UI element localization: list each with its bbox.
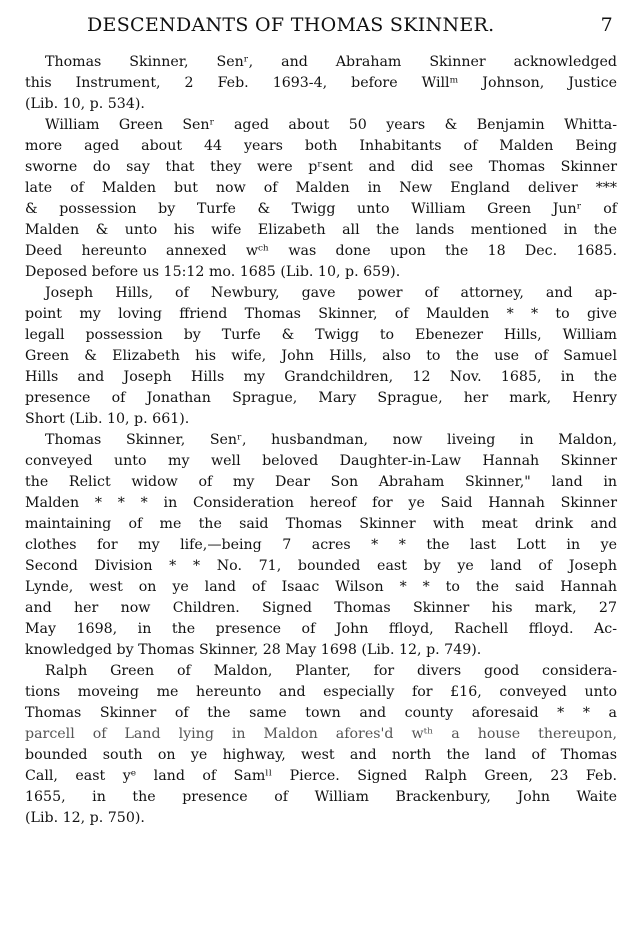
text-line: & possession by Turfe & Twigg unto William Green Junʳ of [25,201,617,217]
header-title: DESCENDANTS OF THOMAS SKINNER. [87,14,495,36]
paragraph [25,52,617,115]
text-line: Deed hereunto annexed wᶜʰ was done upon the 18 Dec. 1685. [25,243,617,259]
text-line: Call, east yᵉ land of Samˡˡ Pierce. Signed Ralph Green, 23 Feb. [25,768,617,784]
text-line: William Green Senʳ aged about 50 years & Benjamin Whitta- [45,117,617,133]
text-line: May 1698, in the presence of John ffloyd, Rachell ffloyd. Ac- [25,621,617,637]
text-line: late of Malden but now of Malden in New England deliver *** [25,180,617,196]
page [25,14,617,829]
text-line: Lynde, west on ye land of Isaac Wilson * * to the said Hannah [25,579,617,595]
text-line: Malden & unto his wife Elizabeth all the lands mentioned in the [25,222,617,238]
text-line: Joseph Hills, of Newbury, gave power of attorney, and ap- [45,285,617,301]
text-line: maintaining of me the said Thomas Skinner with meat drink and [25,516,617,532]
text-line: Thomas Skinner, Senʳ, husbandman, now liveing in Maldon, [45,432,617,448]
paragraph [25,115,617,283]
text-line: (Lib. 12, p. 750). [25,810,145,826]
text-line: presence of Jonathan Sprague, Mary Sprague, her mark, Henry [25,390,617,406]
body-text [25,52,617,829]
text-line: bounded south on ye highway, west and north the land of Thomas [25,747,617,763]
text-line: more aged about 44 years both Inhabitants of Malden Being [25,138,617,154]
running-header [25,14,617,36]
page-number: 7 [600,14,613,36]
text-line: 1655, in the presence of William Brackenbury, John Waite [25,789,617,805]
text-line: sworne do say that they were pʳsent and did see Thomas Skinner [25,159,617,175]
text-line: parcell of Land lying in Maldon afores'd wᵗʰ a house thereupon, [25,726,617,742]
text-line: knowledged by Thomas Skinner, 28 May 1698 (Lib. 12, p. 749). [25,642,482,658]
text-line: clothes for my life,—being 7 acres * * the last Lott in ye [25,537,617,553]
text-line: Short (Lib. 10, p. 661). [25,411,190,427]
text-line: Thomas Skinner, Senʳ, and Abraham Skinner acknowledged [45,54,617,70]
text-line: point my loving ffriend Thomas Skinner, of Maulden * * to give [25,306,617,322]
text-line: and her now Children. Signed Thomas Skinner his mark, 27 [25,600,617,616]
text-line: Thomas Skinner of the same town and county aforesaid * * a [25,705,617,721]
text-line: tions moveing me hereunto and especially for £16, conveyed unto [25,684,617,700]
paragraph [25,283,617,430]
paragraph [25,661,617,829]
text-line: (Lib. 10, p. 534). [25,96,145,112]
text-line: Second Division * * No. 71, bounded east by ye land of Joseph [25,558,617,574]
text-line: the Relict widow of my Dear Son Abraham Skinner," land in [25,474,617,490]
text-line: legall possession by Turfe & Twigg to Ebenezer Hills, William [25,327,617,343]
text-line: Hills and Joseph Hills my Grandchildren, 12 Nov. 1685, in the [25,369,617,385]
text-line: Malden * * * in Consideration hereof for ye Said Hannah Skinner [25,495,617,511]
text-line: conveyed unto my well beloved Daughter-in-Law Hannah Skinner [25,453,617,469]
text-line: Green & Elizabeth his wife, John Hills, also to the use of Samuel [25,348,617,364]
text-line: this Instrument, 2 Feb. 1693-4, before Willᵐ Johnson, Justice [25,75,617,91]
paragraph [25,430,617,661]
text-line: Deposed before us 15:12 mo. 1685 (Lib. 10, p. 659). [25,264,401,280]
text-line: Ralph Green of Maldon, Planter, for divers good considera- [45,663,617,679]
